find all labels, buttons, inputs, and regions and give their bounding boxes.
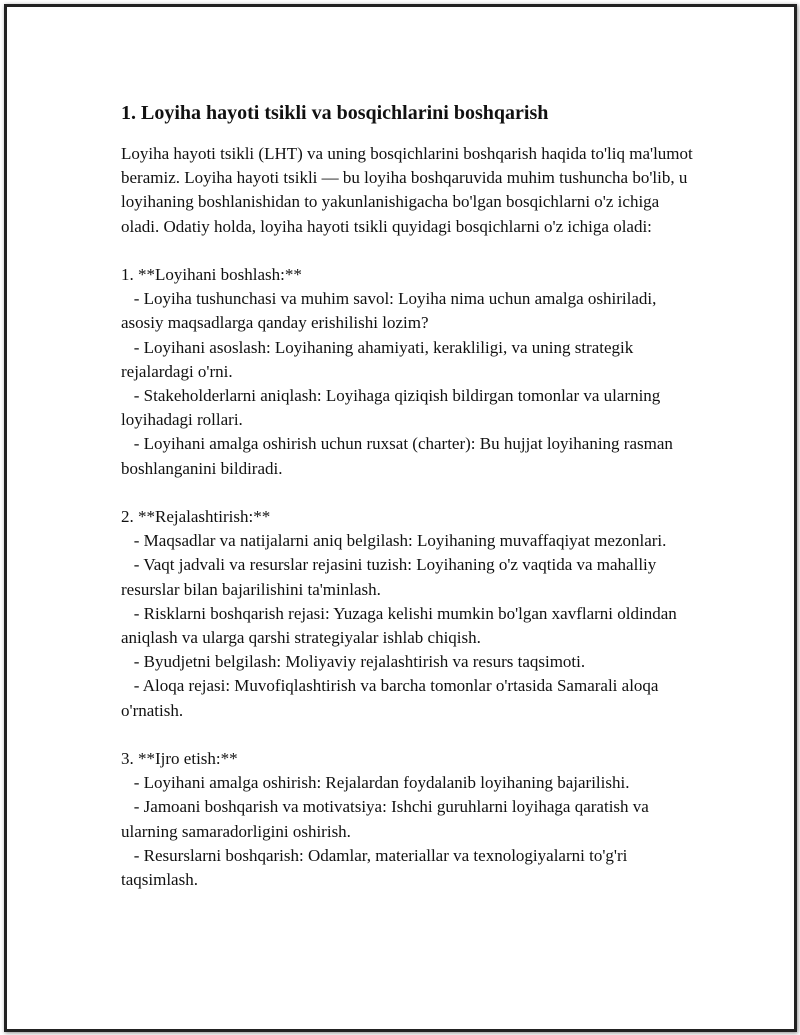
document-title: 1. Loyiha hayoti tsikli va bosqichlarini boshqarish <box>121 102 549 124</box>
list-item: - Aloqa rejasi: Muvofiqlashtirish va barcha tomonlar o'rtasida Samarali aloqa o'rnatish. <box>121 676 663 720</box>
list-item: - Resurslarni boshqarish: Odamlar, materiallar va texnologiyalarni to'g'ri taqsimlash. <box>121 845 632 890</box>
blank-line <box>121 239 701 263</box>
blank-line <box>121 481 701 505</box>
document-content <box>121 100 701 892</box>
section-heading: 3. **Ijro etish:** <box>121 749 238 769</box>
section-heading: 1. **Loyihani boshlash:** <box>121 265 302 284</box>
list-item: - Maqsadlar va natijalarni aniq belgilash: Loyihaning muvaffaqiyat mezonlari. <box>121 531 667 551</box>
list-item: - Loyihani asoslash: Loyihaning ahamiyati, kerakliligi, va uning strategik rejalardagi o'rni. <box>121 337 638 381</box>
section-boshlash <box>121 263 701 481</box>
blank-line <box>121 723 701 747</box>
list-item: - Loyihani amalga oshirish uchun ruxsat (charter): Bu hujjat loyihaning rasman boshlanganini bildiradi. <box>121 434 678 478</box>
list-item: - Byudjetni belgilash: Moliyaviy rejalashtirish va resurs taqsimoti. <box>121 652 586 672</box>
list-item: - Jamoani boshqarish va motivatsiya: Ishchi guruhlarni loyihaga qaratish va ularning samaradorligini oshirish. <box>121 797 654 841</box>
document-page <box>4 4 797 1032</box>
section-heading: 2. **Rejalashtirish:** <box>121 507 271 527</box>
list-item: - Stakeholderlarni aniqlash: Loyihaga qiziqish bildirgan tomonlar va ularning loyihadagi rollari. <box>121 386 665 430</box>
list-item: - Risklarni boshqarish rejasi: Yuzaga kelishi mumkin bo'lgan xavflarni oldindan aniqlash va ularga qarshi strategiyalar ishlab chiqish. <box>121 603 682 648</box>
list-item: - Vaqt jadvali va resurslar rejasini tuzish: Loyihaning o'z vaqtida va mahalliy resurslar bilan bajarilishini ta'minlash. <box>121 555 661 599</box>
list-item: - Loyiha tushunchasi va muhim savol: Loyiha nima uchun amalga oshiriladi, asosiy maqsadlarga qanday erishilishi lozim? <box>121 289 661 333</box>
section-rejalashtirish <box>121 505 701 723</box>
list-item: - Loyihani amalga oshirish: Rejalardan foydalanib loyihaning bajarilishi. <box>121 773 630 793</box>
intro-paragraph: Loyiha hayoti tsikli (LHT) va uning bosqichlarini boshqarish haqida to'liq ma'lumot beramiz. Loyiha hayoti tsikli — bu loyiha boshqaruvida muhim tushuncha bo'lib, u loyihaning boshlanishidan to yakunlanishigacha bo'lgan bosqichlarni o'z ichiga oladi. Odatiy holda, loyiha hayoti tsikli quyidagi bosqichlarni o'z ichiga oladi: <box>121 144 693 236</box>
section-ijro-etish <box>121 747 701 892</box>
